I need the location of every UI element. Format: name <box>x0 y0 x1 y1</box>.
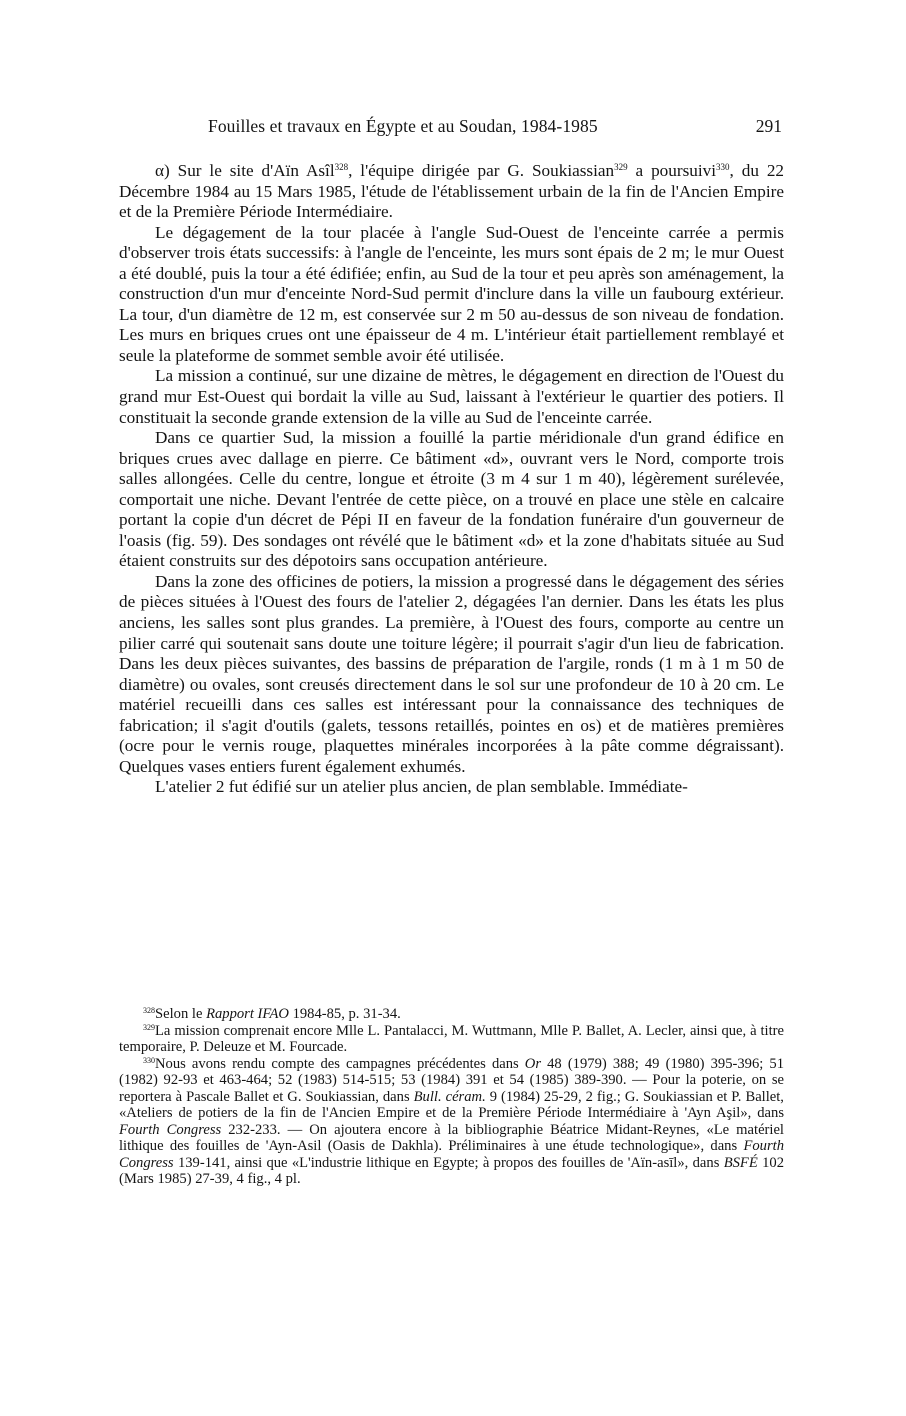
running-title: Fouilles et travaux en Égypte et au Soudan, 1984-1985 <box>208 116 598 136</box>
main-text <box>119 161 784 798</box>
footnote-ref: 330 <box>716 162 730 172</box>
running-header <box>120 116 784 140</box>
footnote: $^{329}$La mission comprenait encore Mlle L. Pantalacci, M. Wuttmann, Mlle P. Ballet, A. Lecler, ainsi que, à titre temporaire, P. Deleuze et M. Fourcade. <box>119 1022 784 1055</box>
footnote-number: 330 <box>143 1055 155 1065</box>
footnote-ref: 329 <box>614 162 628 172</box>
paragraph: La mission a continué, sur une dizaine de mètres, le dégagement en direction de l'Ouest du grand mur Est-Ouest qui bordait la ville au Sud, laissant à l'extérieur le quartier des potiers. Il constituait la seconde grande extension de la ville au Sud de l'enceinte carrée. <box>119 366 784 427</box>
footnote-number: 329 <box>143 1022 155 1032</box>
paragraph: L'atelier 2 fut édifié sur un atelier plus ancien, de plan semblable. Immédiate- <box>155 777 688 797</box>
paragraph: Dans la zone des officines de potiers, la mission a progressé dans le dégagement des séries de pièces situées à l'Ouest des fours de l'atelier 2, dégagées l'an dernier. Dans les états les plus anciens, les salles sont plus grandes. La première, à l'Ouest des fours, comporte au centre un pilier carré qui soutenait sans doute une toiture légère; il pourrait s'agir d'un lieu de fabrication. Dans les deux pièces suivantes, des bassins de préparation de l'argile, ronds (1 m à 1 m 50 de diamètre) ou ovales, sont creusés directement dans le sol sur une profondeur de 10 à 20 cm. Le matériel recueilli dans ces salles est intéressant pour la connaissance des techniques de fabrication; il s'agit d'outils (galets, tessons retaillés, pointes en os) et de matières premières (ocre pour le vernis rouge, plaquettes minérales incorporées à la pâte comme dégraissant). Quelques vases entiers furent également exhumés. <box>119 571 784 776</box>
paragraph: α) Sur le site d'Aïn Asîl$^{328}$, l'équipe dirigée par G. Soukiassian$^{329}$ a poursuivi$^{330}$, du 22 Décembre 1984 au 15 Mars 1985, l'étude de l'établissement urbain de la fin de l'Ancien Empire et de la Première Période Intermédiaire. <box>119 161 785 222</box>
footnote-number: 328 <box>143 1006 155 1015</box>
paragraph: Dans ce quartier Sud, la mission a fouillé la partie méridionale d'un grand édifice en briques crues avec dallage en pierre. Ce bâtiment «d», ouvrant vers le Nord, comporte trois salles allongées. Celle du centre, longue et étroite (3 m 4 sur 1 m 40), légèrement surélevée, comportait une niche. Devant l'entrée de cette pièce, on a trouvé en place une stèle en calcaire portant la copie d'un décret de Pépi II en faveur de la fondation funéraire d'un gouverneur de l'oasis (fig. 59). Des sondages ont révélé que le bâtiment «d» et la zone d'habitats située au Sud étaient construits sur des dépotoirs sans occupation antérieure. <box>119 428 784 571</box>
footnote: $^{328}$Selon le Rapport IFAO 1984-85, p. 31-34. <box>143 1006 401 1022</box>
footnotes <box>119 1006 784 1188</box>
footnote: $^{330}$Nous avons rendu compte des campagnes précédentes dans Or 48 (1979) 388; 49 (1980) 395-396; 51 (1982) 92-93 et 463-464; 52 (1983) 514-515; 53 (1984) 391 et 54 (1985) 389-390. — Pour la poterie, on se reportera à Pascale Ballet et G. Soukiassian, dans Bull. céram. 9 (1984) 25-29, 2 fig.; G. Soukiassian et P. Ballet, «Ateliers de potiers de la fin de l'Ancien Empire et de la Première Période Intermédiaire à 'Ayn Aşil», dans Fourth Congress 232-233. — On ajoutera encore à la bibliographie Béatrice Midant-Reynes, «Le matériel lithique des fouilles de 'Ayn-Asil (Oasis de Dakhla). Préliminaires à une étude technologique», dans Fourth Congress 139-141, ainsi que «L'industrie lithique en Egypte; à propos des fouilles de 'Aïn-asīl», dans BSFÉ 102 (Mars 1985) 27-39, 4 fig., 4 pl. <box>119 1055 784 1187</box>
footnote-ref: 328 <box>334 162 349 172</box>
paragraph: Le dégagement de la tour placée à l'angle Sud-Ouest de l'enceinte carrée a permis d'observer trois états successifs: à l'angle de l'enceinte, les murs sont épais de 2 m; le mur Ouest a été doublé, puis la tour a été édifiée; enfin, au Sud de la tour et peu après son aménagement, la construction d'un mur d'enceinte Nord-Sud permit d'inclure dans la ville un faubourg extérieur. La tour, d'un diamètre de 12 m, est conservée sur 2 m 50 au-dessus de son niveau de fondation. Les murs en briques crues ont une épaisseur de 4 m. L'intérieur était partiellement remblayé et seule la plateforme de sommet semble avoir été utilisée. <box>119 222 784 365</box>
page-number: 291 <box>755 116 782 136</box>
